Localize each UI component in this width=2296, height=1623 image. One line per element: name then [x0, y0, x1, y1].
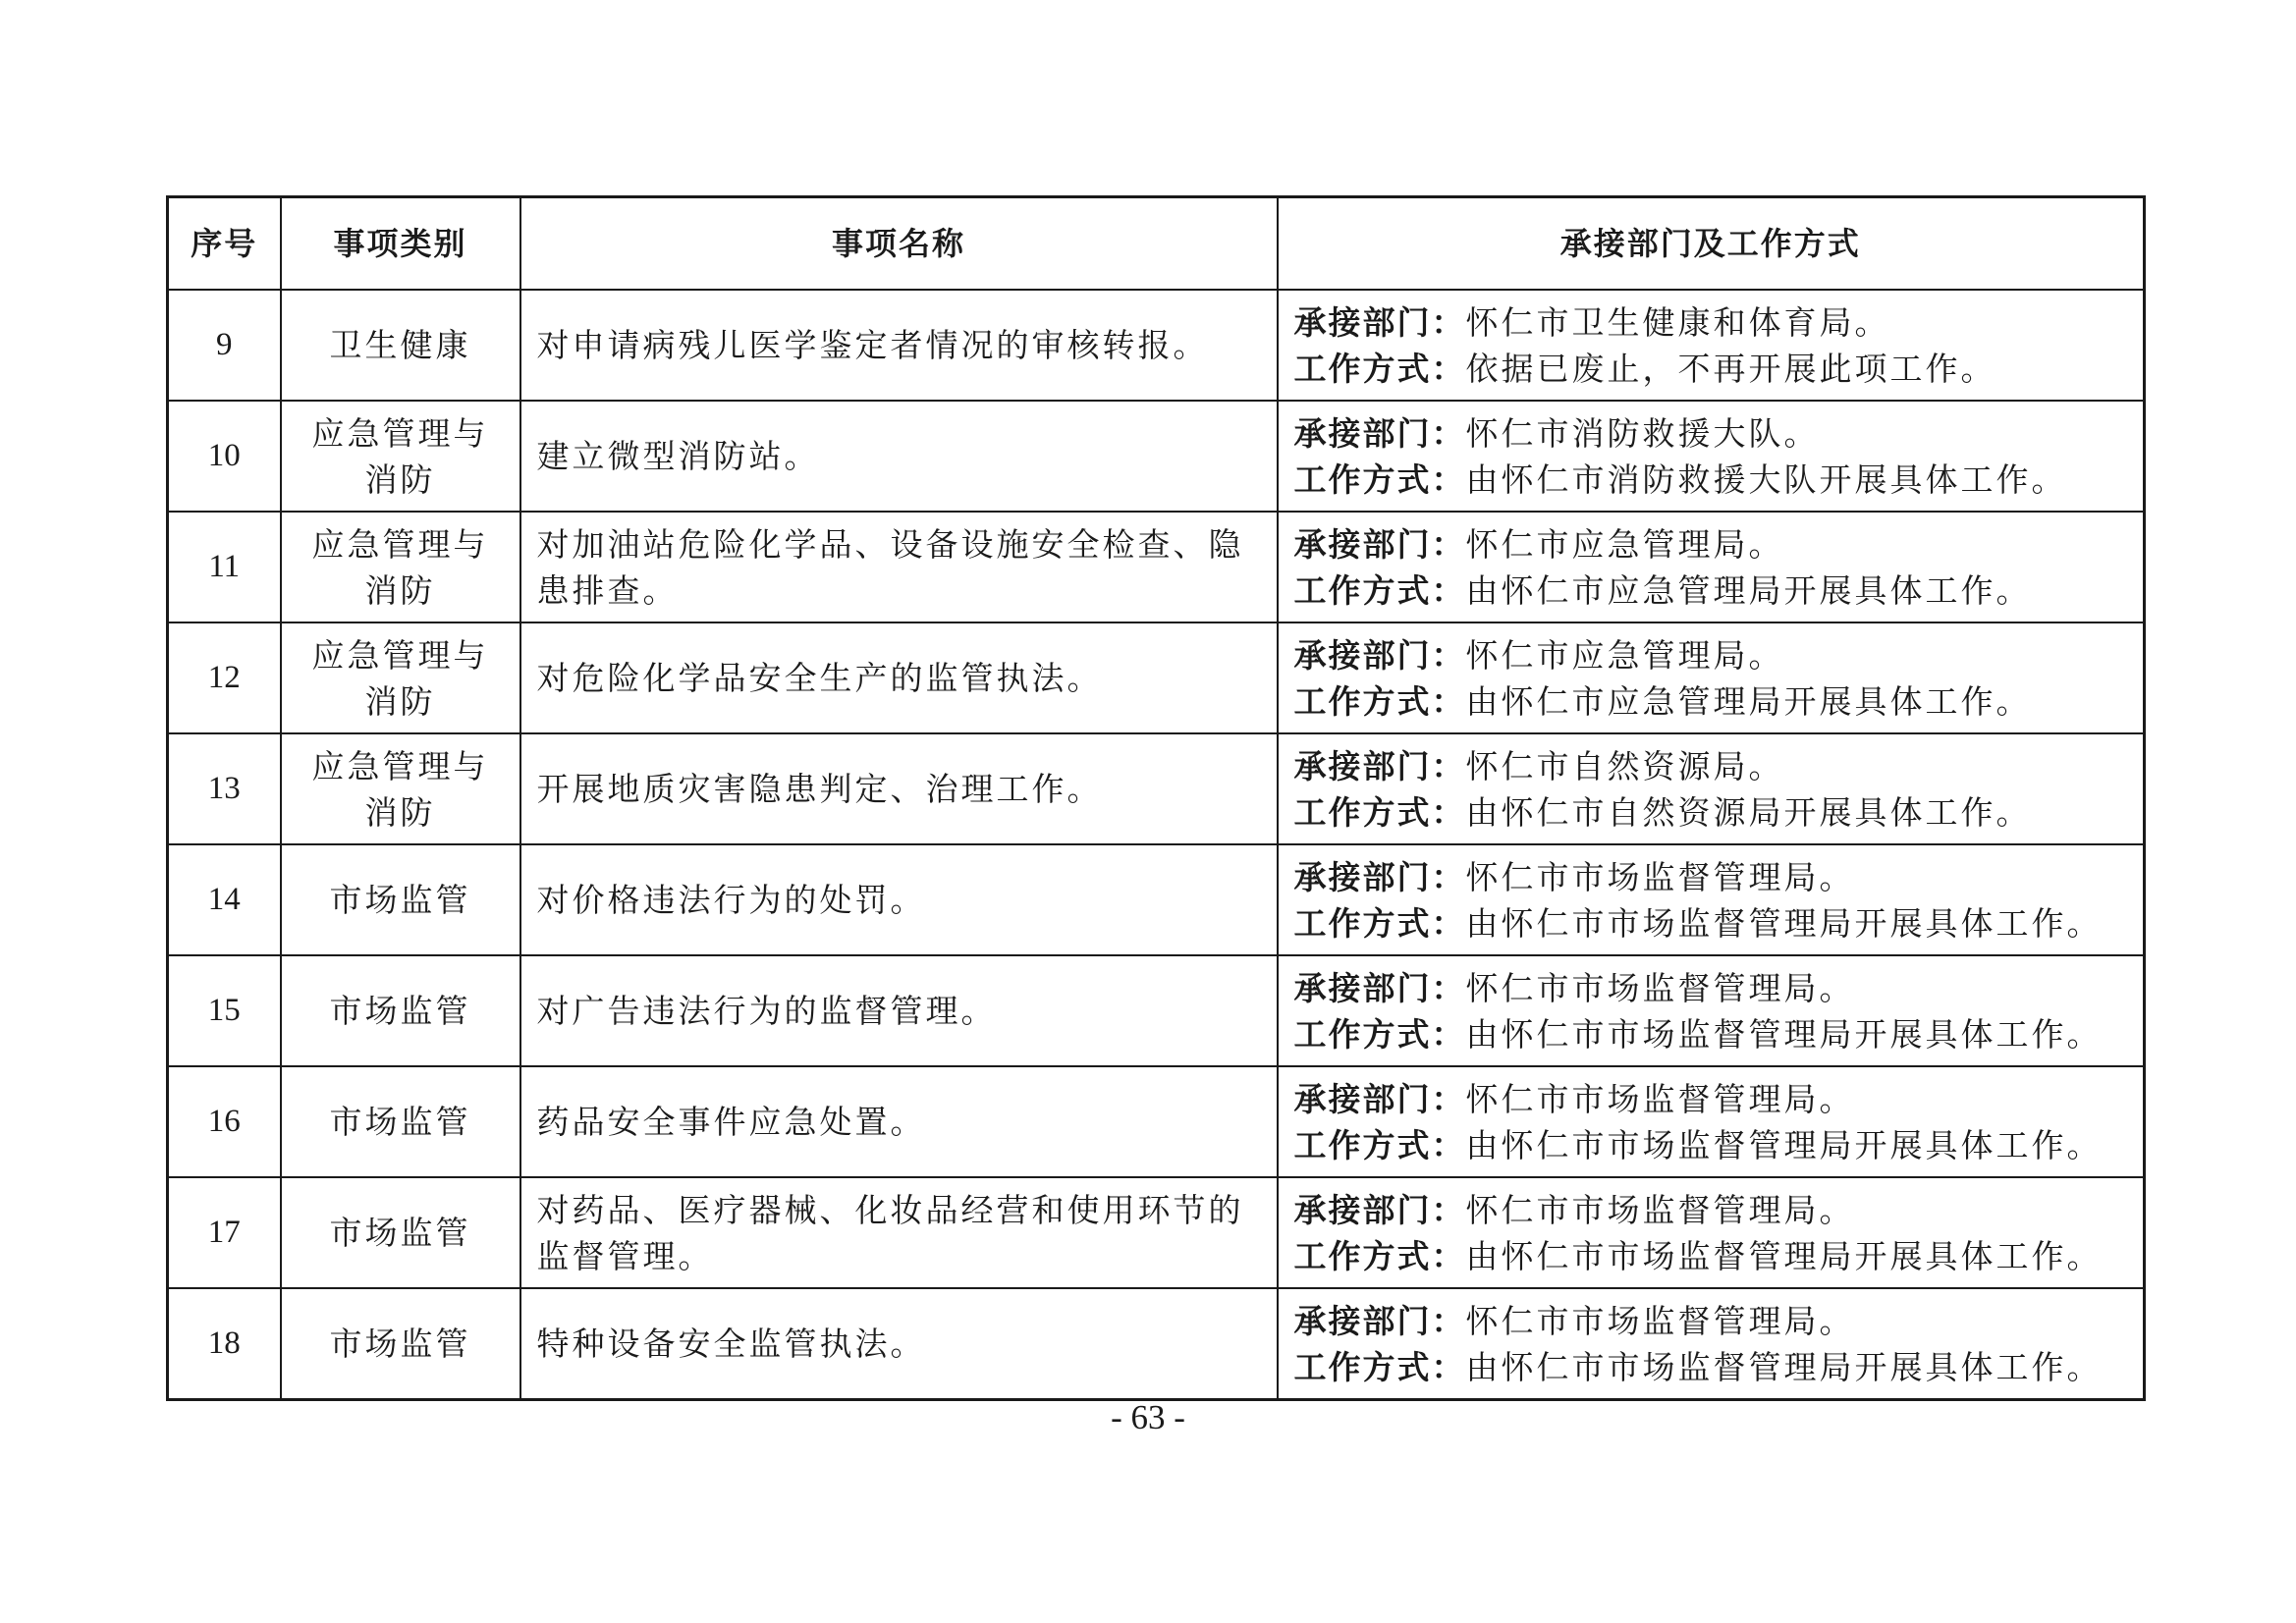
department-line — [1294, 1298, 2134, 1344]
row-category: 市场监管 — [281, 1066, 520, 1177]
table-row — [168, 844, 2145, 955]
row-serial-number: 11 — [168, 512, 281, 622]
method-value: 由怀仁市应急管理局开展具体工作。 — [1465, 570, 2032, 610]
method-label: 工作方式： — [1293, 792, 1466, 832]
department-line — [1294, 965, 2134, 1011]
department-label: 承接部门： — [1293, 857, 1466, 896]
row-department-method — [1278, 733, 2145, 844]
method-line — [1294, 678, 2134, 725]
department-value: 怀仁市市场监督管理局。 — [1465, 1079, 1855, 1118]
department-label: 承接部门： — [1293, 1190, 1466, 1229]
department-value: 怀仁市应急管理局。 — [1465, 524, 1784, 564]
row-matter-name: 对药品、医疗器械、化妆品经营和使用环节的监督管理。 — [520, 1177, 1278, 1288]
method-line — [1294, 1122, 2134, 1168]
method-value: 由怀仁市市场监督管理局开展具体工作。 — [1465, 1236, 2103, 1275]
department-label: 承接部门： — [1293, 302, 1466, 342]
row-matter-name: 对危险化学品安全生产的监管执法。 — [520, 622, 1278, 733]
row-serial-number: 10 — [168, 401, 281, 512]
header-serial-number: 序号 — [168, 197, 281, 291]
method-value: 由怀仁市市场监督管理局开展具体工作。 — [1465, 1347, 2103, 1386]
row-department-method — [1278, 955, 2145, 1066]
row-category: 应急管理与消防 — [281, 622, 520, 733]
method-line — [1294, 789, 2134, 836]
row-department-method — [1278, 622, 2145, 733]
matters-table — [166, 195, 2146, 1401]
method-label: 工作方式： — [1293, 570, 1466, 610]
method-line — [1294, 1233, 2134, 1279]
row-category: 应急管理与消防 — [281, 401, 520, 512]
row-category: 应急管理与消防 — [281, 512, 520, 622]
table-row — [168, 1288, 2145, 1400]
department-value: 怀仁市卫生健康和体育局。 — [1465, 302, 1890, 342]
row-category: 卫生健康 — [281, 290, 520, 401]
table-row — [168, 401, 2145, 512]
table-row — [168, 955, 2145, 1066]
method-label: 工作方式： — [1293, 1347, 1466, 1386]
method-value: 由怀仁市自然资源局开展具体工作。 — [1465, 792, 2032, 832]
department-label: 承接部门： — [1293, 968, 1466, 1007]
method-label: 工作方式： — [1293, 1014, 1466, 1054]
row-matter-name: 药品安全事件应急处置。 — [520, 1066, 1278, 1177]
page-number: - 63 - — [1111, 1398, 1185, 1436]
row-serial-number: 17 — [168, 1177, 281, 1288]
method-value: 由怀仁市市场监督管理局开展具体工作。 — [1465, 1125, 2103, 1164]
department-value: 怀仁市市场监督管理局。 — [1465, 1190, 1855, 1229]
row-category: 市场监管 — [281, 844, 520, 955]
table-row — [168, 733, 2145, 844]
method-line — [1294, 900, 2134, 947]
method-label: 工作方式： — [1293, 681, 1466, 721]
row-matter-name: 对加油站危险化学品、设备设施安全检查、隐患排查。 — [520, 512, 1278, 622]
method-value: 由怀仁市市场监督管理局开展具体工作。 — [1465, 1014, 2103, 1054]
row-matter-name: 对价格违法行为的处罚。 — [520, 844, 1278, 955]
row-serial-number: 14 — [168, 844, 281, 955]
table-header — [168, 197, 2145, 291]
row-serial-number: 12 — [168, 622, 281, 733]
method-label: 工作方式： — [1293, 903, 1466, 943]
row-category: 市场监管 — [281, 1177, 520, 1288]
method-line — [1294, 346, 2134, 392]
row-department-method — [1278, 844, 2145, 955]
header-row — [168, 197, 2145, 291]
method-label: 工作方式： — [1293, 1125, 1466, 1164]
row-matter-name: 开展地质灾害隐患判定、治理工作。 — [520, 733, 1278, 844]
department-value: 怀仁市市场监督管理局。 — [1465, 857, 1855, 896]
row-department-method — [1278, 1288, 2145, 1400]
method-value: 由怀仁市市场监督管理局开展具体工作。 — [1465, 903, 2103, 943]
department-line — [1294, 854, 2134, 900]
table-body — [168, 290, 2145, 1400]
method-label: 工作方式： — [1293, 349, 1466, 388]
header-matter-name: 事项名称 — [520, 197, 1278, 291]
department-line — [1294, 1076, 2134, 1122]
row-category: 应急管理与消防 — [281, 733, 520, 844]
row-matter-name: 对申请病残儿医学鉴定者情况的审核转报。 — [520, 290, 1278, 401]
row-serial-number: 13 — [168, 733, 281, 844]
department-value: 怀仁市自然资源局。 — [1465, 746, 1784, 785]
row-department-method — [1278, 1066, 2145, 1177]
department-value: 怀仁市市场监督管理局。 — [1465, 968, 1855, 1007]
table-row — [168, 1177, 2145, 1288]
row-serial-number: 15 — [168, 955, 281, 1066]
department-label: 承接部门： — [1293, 1301, 1466, 1340]
method-line — [1294, 568, 2134, 614]
method-label: 工作方式： — [1293, 1236, 1466, 1275]
department-value: 怀仁市消防救援大队。 — [1465, 413, 1820, 453]
row-department-method — [1278, 512, 2145, 622]
method-label: 工作方式： — [1293, 460, 1466, 499]
department-line — [1294, 410, 2134, 457]
department-value: 怀仁市应急管理局。 — [1465, 635, 1784, 675]
row-department-method — [1278, 290, 2145, 401]
row-serial-number: 16 — [168, 1066, 281, 1177]
department-label: 承接部门： — [1293, 524, 1466, 564]
method-value: 由怀仁市消防救援大队开展具体工作。 — [1465, 460, 2067, 499]
department-line — [1294, 1187, 2134, 1233]
row-category: 市场监管 — [281, 955, 520, 1066]
department-label: 承接部门： — [1293, 746, 1466, 785]
department-line — [1294, 521, 2134, 568]
row-department-method — [1278, 401, 2145, 512]
department-line — [1294, 299, 2134, 346]
table-row — [168, 290, 2145, 401]
row-matter-name: 对广告违法行为的监督管理。 — [520, 955, 1278, 1066]
table-row — [168, 622, 2145, 733]
department-value: 怀仁市市场监督管理局。 — [1465, 1301, 1855, 1340]
method-line — [1294, 457, 2134, 503]
table-row — [168, 1066, 2145, 1177]
department-label: 承接部门： — [1293, 1079, 1466, 1118]
table-row — [168, 512, 2145, 622]
method-value: 依据已废止，不再开展此项工作。 — [1465, 349, 1996, 388]
method-line — [1294, 1011, 2134, 1057]
row-matter-name: 特种设备安全监管执法。 — [520, 1288, 1278, 1400]
department-label: 承接部门： — [1293, 413, 1466, 453]
department-line — [1294, 632, 2134, 678]
row-department-method — [1278, 1177, 2145, 1288]
row-serial-number: 9 — [168, 290, 281, 401]
row-serial-number: 18 — [168, 1288, 281, 1400]
department-line — [1294, 743, 2134, 789]
row-category: 市场监管 — [281, 1288, 520, 1400]
method-line — [1294, 1344, 2134, 1390]
header-department-method: 承接部门及工作方式 — [1278, 197, 2145, 291]
row-matter-name: 建立微型消防站。 — [520, 401, 1278, 512]
department-label: 承接部门： — [1293, 635, 1466, 675]
method-value: 由怀仁市应急管理局开展具体工作。 — [1465, 681, 2032, 721]
header-category: 事项类别 — [281, 197, 520, 291]
